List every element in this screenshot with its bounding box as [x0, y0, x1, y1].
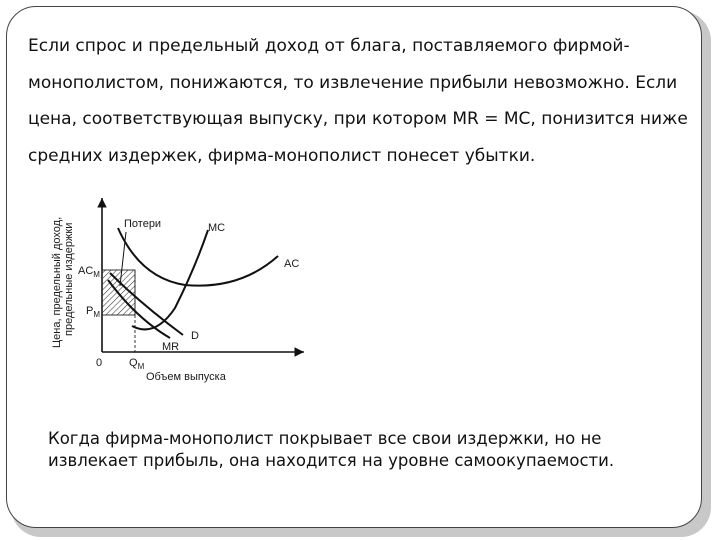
- intro-paragraph: Если спрос и предельный доход от блага, поставляемого фирмой-монополистом, понижаются, то извлечение прибыли невозможно. Если цена, соответствующая выпуску, при котором MR = MC, понизится ниже средних издержек, фирма-монополист понесет убытки.: [28, 36, 688, 166]
- origin-label: 0: [96, 357, 103, 369]
- monopoly-loss-diagram: [40, 188, 320, 388]
- x-axis-label: Объем выпуска: [146, 371, 226, 383]
- ac-m-tick-label: $AC_M$: [78, 265, 100, 279]
- breakeven-paragraph: Когда фирма-монополист покрывает все свои издержки, но не извлекает прибыль, она находится на уровне самоокупаемости.: [48, 429, 615, 470]
- ac-label: AC: [284, 258, 300, 270]
- marginal-cost-curve: [132, 230, 208, 329]
- q-m-tick-label: $Q_M$: [129, 357, 145, 371]
- mc-label: MC: [208, 222, 226, 234]
- y-axis-label-line1: Цена, предельный доход,: [51, 216, 63, 348]
- d-label: D: [191, 330, 199, 342]
- p-m-tick-label: $P_M$: [86, 305, 101, 319]
- losses-label: Потери: [124, 218, 162, 230]
- y-axis-label-line2: предельные издержки: [63, 222, 75, 336]
- mr-label: MR: [162, 341, 180, 353]
